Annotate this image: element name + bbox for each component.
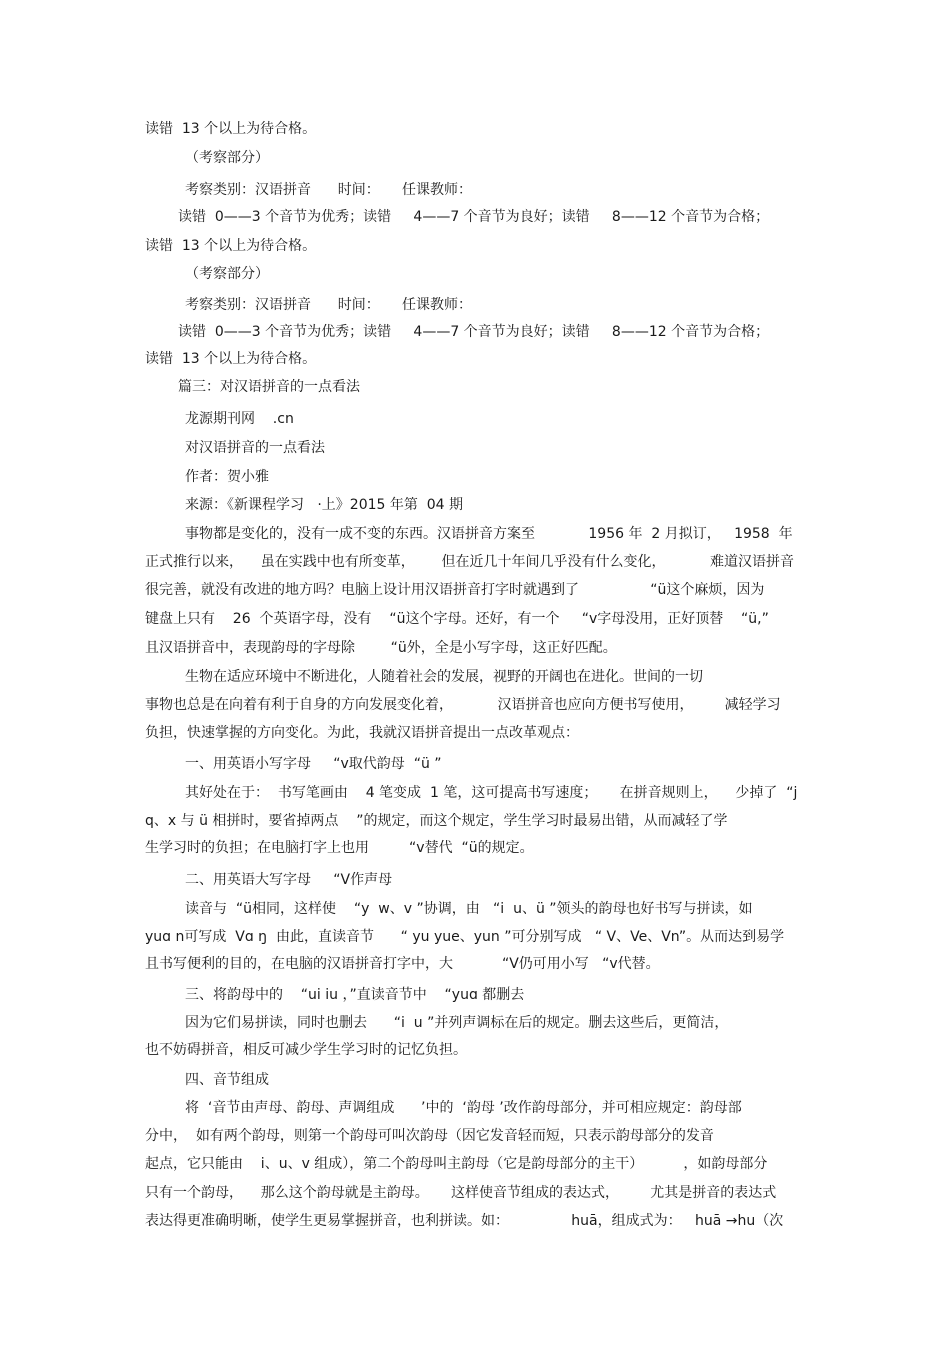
text-line: 将 ‘音节由声母、韵母、声调组成 ’中的 ‘韵母 ’改作韵母部分，并可相应规定：韵母部 <box>185 1100 742 1116</box>
text-line: 且汉语拼音中，表现韵母的字母除 “ü外，全是小写字母，这正好匹配。 <box>145 640 617 656</box>
text-line: 只有一个韵母， 那么这个韵母就是主韵母。 这样使音节组成的表达式， 尤其是拼音的表达式 <box>145 1185 777 1201</box>
text-line: 键盘上只有 26 个英语字母，没有 “ü这个字母。还好，有一个 “v字母没用，正好顶替 “ü,” <box>145 611 769 627</box>
section-heading: 二、用英语大写字母 “V作声母 <box>185 872 393 888</box>
article-title: 对汉语拼音的一点看法 <box>185 440 325 456</box>
text-line: 读音与 “ü相同，这样使 “y w、v ”协调，由 “i u、ü ”领头的韵母也好书写与拼读，如 <box>185 901 753 917</box>
text-line: 读错 13 个以上为待合格。 <box>145 238 317 254</box>
section-heading: 篇三：对汉语拼音的一点看法 <box>178 379 360 395</box>
text-line: q、x 与 ü 相拼时，要省掉两点 ”的规定，而这个规定，学生学习时最易出错，从而减轻了学 <box>145 813 728 829</box>
text-line: 读错 0——3 个音节为优秀；读错 4——7 个音节为良好；读错 8——12 个音节为合格； <box>178 209 770 225</box>
text-line: 负担，快速掌握的方向变化。为此，我就汉语拼音提出一点改革观点： <box>145 725 579 741</box>
text-line: 生学习时的负担；在电脑打字上也用 “v替代 “ü的规定。 <box>145 840 534 856</box>
article-source: 来源：《新课程学习 ·上》2015 年第 04 期 <box>185 497 464 513</box>
text-line: 读错 13 个以上为待合格。 <box>145 121 317 137</box>
text-line: 因为它们易拼读，同时也删去 “i u ”并列声调标在后的规定。删去这些后，更简洁， <box>185 1015 729 1031</box>
text-line: 事物也总是在向着有利于自身的方向发展变化着， 汉语拼音也应向方便书写使用， 减轻学习 <box>145 697 781 713</box>
text-line: 考察类别：汉语拼音 时间： 任课教师： <box>185 297 472 313</box>
text-line: 分中， 如有两个韵母，则第一个韵母可叫次韵母（因它发音轻而短，只表示韵母部分的发音 <box>145 1128 714 1144</box>
text-line: 读错 0——3 个音节为优秀；读错 4——7 个音节为良好；读错 8——12 个音节为合格； <box>178 324 770 340</box>
text-line: （考察部分） <box>185 266 269 282</box>
article-author: 作者：贺小雅 <box>185 469 269 485</box>
text-line: 且书写便利的目的，在电脑的汉语拼音打字中，大 “V仍可用小写 “v代替。 <box>145 956 660 972</box>
text-line: （考察部分） <box>185 150 269 166</box>
text-line: 也不妨碍拼音，相反可减少学生学习时的记忆负担。 <box>145 1042 467 1058</box>
text-line: 事物都是变化的，没有一成不变的东西。汉语拼音方案至 1956 年 2 月拟订， 1958 年 <box>185 526 793 542</box>
text-line: 读错 13 个以上为待合格。 <box>145 351 317 367</box>
text-line: 正式推行以来， 虽在实践中也有所变革， 但在近几十年间几乎没有什么变化， 难道汉语拼音 <box>145 554 795 570</box>
text-line: 起点，它只能由 i、u、v 组成），第二个韵母叫主韵母（它是韵母部分的主干） ，如韵母部分 <box>145 1156 768 1172</box>
section-heading: 四、音节组成 <box>185 1072 269 1088</box>
text-line: 其好处在于： 书写笔画由 4 笔变成 1 笔，这可提高书写速度； 在拼音规则上， 少掉了 “j <box>185 785 798 801</box>
text-line: 生物在适应环境中不断进化，人随着社会的发展，视野的开阔也在进化。世间的一切 <box>185 669 703 685</box>
text-line: 表达得更准确明晰，使学生更易掌握拼音，也利拼读。如： huā，组成式为： huā →hu（次 <box>145 1213 784 1229</box>
text-line: 龙源期刊网 .cn <box>185 411 294 427</box>
text-line: 很完善，就没有改进的地方吗？电脑上设计用汉语拼音打字时就遇到了 “ü这个麻烦，因为 <box>145 582 765 598</box>
section-heading: 三、将韵母中的 “ui iu ，”直读音节中 “yuɑ 都删去 <box>185 987 525 1003</box>
section-heading: 一、用英语小写字母 “v取代韵母 “ü ” <box>185 756 442 772</box>
text-line: 考察类别：汉语拼音 时间： 任课教师： <box>185 182 472 198</box>
text-line: yuɑ n可写成 Vɑ ŋ 由此，直读音节 “ yu yue、yun ”可分别写成 “ V、Ve、Vn”。从而达到易学 <box>145 929 785 945</box>
